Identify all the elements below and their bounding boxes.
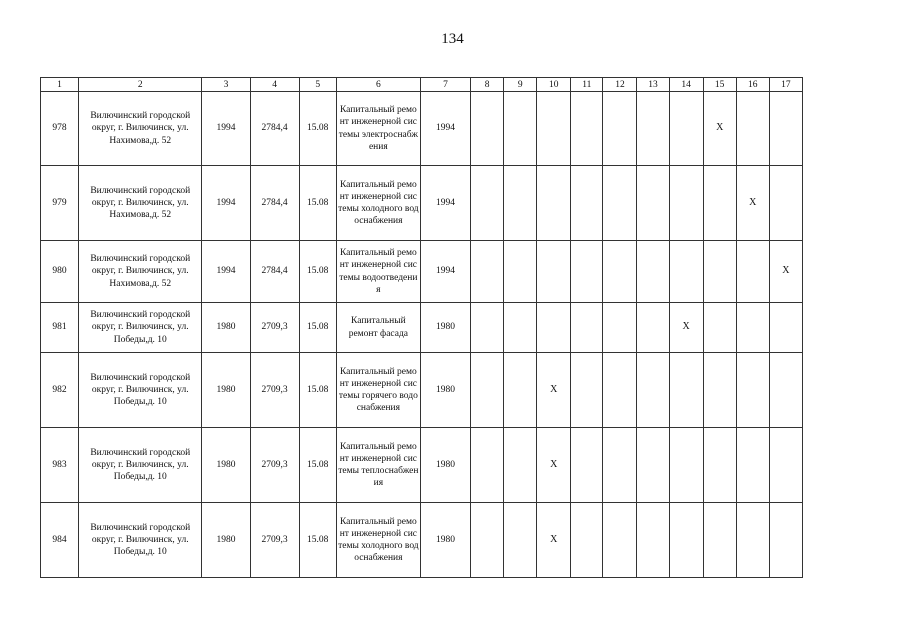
header-cell-16: 16	[736, 78, 769, 92]
table-row	[41, 92, 803, 166]
col-10-cell: X	[537, 428, 571, 503]
col-10-cell	[537, 241, 571, 303]
col-17-cell	[769, 353, 802, 428]
repair-registry-table	[40, 77, 803, 578]
header-cell-5: 5	[299, 78, 336, 92]
col-11-cell	[571, 503, 603, 578]
col-14-cell	[669, 428, 703, 503]
header-cell-13: 13	[637, 78, 669, 92]
col-8-cell	[471, 503, 504, 578]
col-12-cell	[603, 166, 637, 241]
header-cell-11: 11	[571, 78, 603, 92]
col-10-cell	[537, 303, 571, 353]
address-cell: Вилючинский городской округ, г. Вилючинск, ул. Победы,д. 10	[79, 353, 202, 428]
build-year-cell: 1980	[202, 353, 250, 428]
col-9-cell	[504, 166, 537, 241]
address-cell: Вилючинский городской округ, г. Вилючинск, ул. Нахимова,д. 52	[79, 166, 202, 241]
table-row	[41, 303, 803, 353]
col-16-cell: X	[736, 166, 769, 241]
rate-cell: 15.08	[299, 503, 336, 578]
col-14-cell: X	[669, 303, 703, 353]
col-12-cell	[603, 241, 637, 303]
header-row	[41, 78, 803, 92]
col-16-cell	[736, 92, 769, 166]
year-cell: 1980	[420, 303, 470, 353]
col-17-cell	[769, 428, 802, 503]
work-type-cell: Капитальный ремонт инженерной системы электроснабжения	[336, 92, 420, 166]
col-15-cell	[703, 503, 736, 578]
col-11-cell	[571, 303, 603, 353]
build-year-cell: 1994	[202, 241, 250, 303]
col-13-cell	[637, 503, 669, 578]
table-row	[41, 353, 803, 428]
col-14-cell	[669, 503, 703, 578]
header-cell-8: 8	[471, 78, 504, 92]
area-cell: 2784,4	[250, 241, 299, 303]
area-cell: 2784,4	[250, 92, 299, 166]
address-cell: Вилючинский городской округ, г. Вилючинск, ул. Победы,д. 10	[79, 303, 202, 353]
col-13-cell	[637, 166, 669, 241]
col-13-cell	[637, 92, 669, 166]
table-row	[41, 428, 803, 503]
col-13-cell	[637, 303, 669, 353]
year-cell: 1980	[420, 353, 470, 428]
year-cell: 1994	[420, 241, 470, 303]
col-16-cell	[736, 353, 769, 428]
col-8-cell	[471, 241, 504, 303]
work-type-cell: Капитальный ремонт инженерной системы теплоснабжения	[336, 428, 420, 503]
col-11-cell	[571, 92, 603, 166]
row-number-cell: 981	[41, 303, 79, 353]
table-header	[41, 78, 803, 92]
header-cell-4: 4	[250, 78, 299, 92]
rate-cell: 15.08	[299, 428, 336, 503]
col-13-cell	[637, 353, 669, 428]
rate-cell: 15.08	[299, 92, 336, 166]
col-17-cell	[769, 503, 802, 578]
col-8-cell	[471, 303, 504, 353]
build-year-cell: 1980	[202, 503, 250, 578]
col-9-cell	[504, 92, 537, 166]
col-10-cell: X	[537, 353, 571, 428]
work-type-cell: Капитальный ремонт инженерной системы холодного водоснабжения	[336, 503, 420, 578]
col-15-cell: X	[703, 92, 736, 166]
col-11-cell	[571, 166, 603, 241]
area-cell: 2709,3	[250, 428, 299, 503]
col-16-cell	[736, 503, 769, 578]
col-12-cell	[603, 503, 637, 578]
header-cell-2: 2	[79, 78, 202, 92]
col-9-cell	[504, 353, 537, 428]
work-type-cell: Капитальный ремонт инженерной системы водоотведения	[336, 241, 420, 303]
col-10-cell: X	[537, 503, 571, 578]
year-cell: 1980	[420, 503, 470, 578]
col-15-cell	[703, 428, 736, 503]
col-15-cell	[703, 166, 736, 241]
work-type-cell: Капитальный ремонт инженерной системы холодного водоснабжения	[336, 166, 420, 241]
col-9-cell	[504, 503, 537, 578]
rate-cell: 15.08	[299, 353, 336, 428]
col-16-cell	[736, 241, 769, 303]
col-14-cell	[669, 241, 703, 303]
build-year-cell: 1994	[202, 92, 250, 166]
work-type-cell: Капитальный ремонт фасада	[336, 303, 420, 353]
col-9-cell	[504, 241, 537, 303]
page-number: 134	[441, 31, 464, 47]
col-17-cell	[769, 303, 802, 353]
address-cell: Вилючинский городской округ, г. Вилючинск, ул. Победы,д. 10	[79, 428, 202, 503]
col-15-cell	[703, 241, 736, 303]
row-number-cell: 980	[41, 241, 79, 303]
address-cell: Вилючинский городской округ, г. Вилючинск, ул. Нахимова,д. 52	[79, 241, 202, 303]
row-number-cell: 978	[41, 92, 79, 166]
year-cell: 1980	[420, 428, 470, 503]
header-cell-15: 15	[703, 78, 736, 92]
year-cell: 1994	[420, 92, 470, 166]
col-17-cell	[769, 166, 802, 241]
col-12-cell	[603, 92, 637, 166]
col-14-cell	[669, 353, 703, 428]
col-9-cell	[504, 303, 537, 353]
col-10-cell	[537, 92, 571, 166]
header-cell-6: 6	[336, 78, 420, 92]
row-number-cell: 979	[41, 166, 79, 241]
col-11-cell	[571, 241, 603, 303]
col-14-cell	[669, 92, 703, 166]
build-year-cell: 1994	[202, 166, 250, 241]
col-12-cell	[603, 428, 637, 503]
build-year-cell: 1980	[202, 303, 250, 353]
col-11-cell	[571, 353, 603, 428]
col-10-cell	[537, 166, 571, 241]
col-17-cell	[769, 92, 802, 166]
col-9-cell	[504, 428, 537, 503]
col-8-cell	[471, 166, 504, 241]
table-row	[41, 166, 803, 241]
rate-cell: 15.08	[299, 303, 336, 353]
header-cell-7: 7	[420, 78, 470, 92]
area-cell: 2709,3	[250, 303, 299, 353]
col-16-cell	[736, 303, 769, 353]
build-year-cell: 1980	[202, 428, 250, 503]
col-17-cell: X	[769, 241, 802, 303]
address-cell: Вилючинский городской округ, г. Вилючинск, ул. Победы,д. 10	[79, 503, 202, 578]
row-number-cell: 983	[41, 428, 79, 503]
row-number-cell: 984	[41, 503, 79, 578]
area-cell: 2784,4	[250, 166, 299, 241]
header-cell-9: 9	[504, 78, 537, 92]
col-11-cell	[571, 428, 603, 503]
col-8-cell	[471, 428, 504, 503]
header-cell-14: 14	[669, 78, 703, 92]
table-row	[41, 503, 803, 578]
header-cell-3: 3	[202, 78, 250, 92]
area-cell: 2709,3	[250, 503, 299, 578]
header-cell-10: 10	[537, 78, 571, 92]
col-8-cell	[471, 92, 504, 166]
table-row	[41, 241, 803, 303]
area-cell: 2709,3	[250, 353, 299, 428]
row-number-cell: 982	[41, 353, 79, 428]
header-cell-1: 1	[41, 78, 79, 92]
rate-cell: 15.08	[299, 166, 336, 241]
address-cell: Вилючинский городской округ, г. Вилючинск, ул. Нахимова,д. 52	[79, 92, 202, 166]
table-body	[41, 92, 803, 578]
col-15-cell	[703, 303, 736, 353]
col-13-cell	[637, 428, 669, 503]
work-type-cell: Капитальный ремонт инженерной системы горячего водоснабжения	[336, 353, 420, 428]
header-cell-12: 12	[603, 78, 637, 92]
col-16-cell	[736, 428, 769, 503]
col-8-cell	[471, 353, 504, 428]
col-12-cell	[603, 353, 637, 428]
col-12-cell	[603, 303, 637, 353]
rate-cell: 15.08	[299, 241, 336, 303]
col-13-cell	[637, 241, 669, 303]
header-cell-17: 17	[769, 78, 802, 92]
col-14-cell	[669, 166, 703, 241]
col-15-cell	[703, 353, 736, 428]
year-cell: 1994	[420, 166, 470, 241]
